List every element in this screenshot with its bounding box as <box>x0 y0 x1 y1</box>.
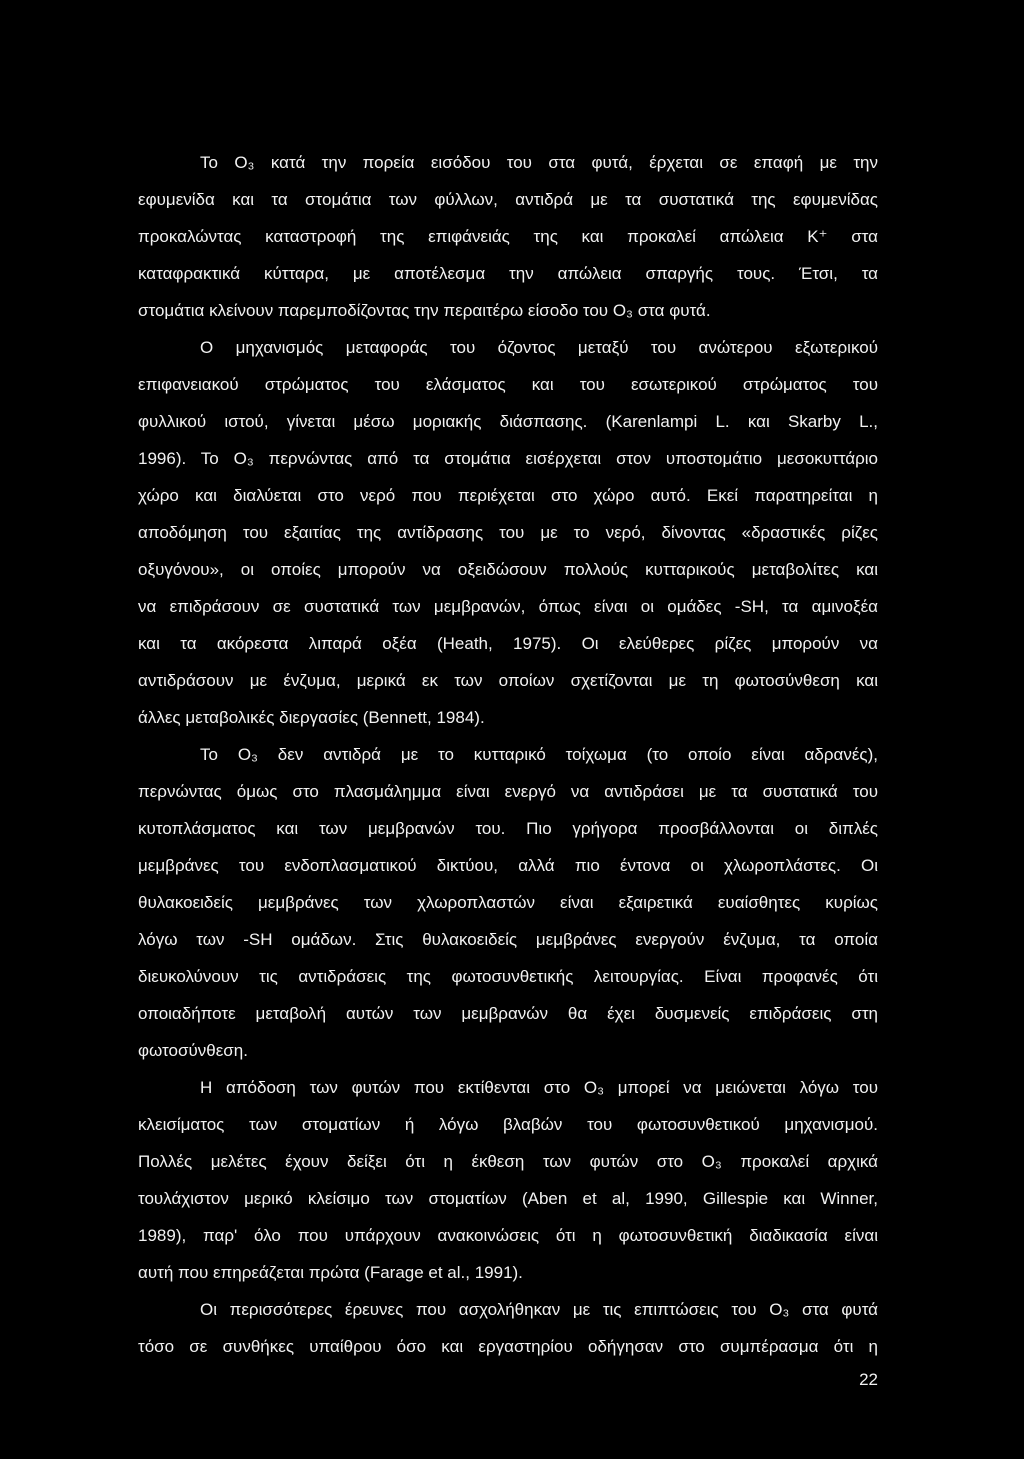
text-line: εφυμενίδα και τα στομάτια των φύλλων, αντιδρά με τα συστατικά της εφυμενίδας <box>138 190 878 209</box>
text-line: διευκολύνουν τις αντιδράσεις της φωτοσυνθετικής λειτουργίας. Είναι προφανές ότι <box>138 967 878 986</box>
text-line: τόσο σε συνθήκες υπαίθρου όσο και εργαστηρίου οδήγησαν στο συμπέρασμα ότι η <box>138 1337 878 1356</box>
text-line: φυλλικού ιστού, γίνεται μέσω μοριακής διάσπασης. (Karenlampi L. και Skarby L., <box>138 412 878 431</box>
text-line: θυλακοειδείς μεμβράνες των χλωροπλαστών είναι εξαιρετικά ευαίσθητες κυρίως <box>138 893 878 912</box>
paragraph <box>138 1291 878 1365</box>
body-text <box>138 144 878 1365</box>
text-line: Το O₃ κατά την πορεία εισόδου του στα φυτά, έρχεται σε επαφή με την <box>200 153 878 172</box>
text-line: λόγω των -SH ομάδων. Στις θυλακοειδείς μεμβράνες ενεργούν ένζυμα, τα οποία <box>138 930 878 949</box>
text-line: Η απόδοση των φυτών που εκτίθενται στο O₃ μπορεί να μειώνεται λόγω του <box>200 1078 878 1097</box>
text-line: στομάτια κλείνουν παρεμποδίζοντας την περαιτέρω είσοδο του O₃ στα φυτά. <box>138 301 711 320</box>
text-line: προκαλώντας καταστροφή της επιφάνειάς της και προκαλεί απώλεια K⁺ στα <box>138 227 878 246</box>
text-line: φωτοσύνθεση. <box>138 1041 248 1060</box>
text-line: κλεισίματος των στοματίων ή λόγω βλαβών του φωτοσυνθετικού μηχανισμού. <box>138 1115 878 1134</box>
text-line: να επιδράσουν σε συστατικά των μεμβρανών, όπως είναι οι ομάδες -SH, τα αμινοξέα <box>138 597 878 616</box>
text-line: 1989), παρ' όλο που υπάρχουν ανακοινώσεις ότι η φωτοσυνθετική διαδικασία είναι <box>138 1226 878 1245</box>
text-line: Πολλές μελέτες έχουν δείξει ότι η έκθεση των φυτών στο O₃ προκαλεί αρχικά <box>138 1152 878 1171</box>
text-line: Το O₃ δεν αντιδρά με το κυτταρικό τοίχωμα (το οποίο είναι αδρανές), <box>200 745 878 764</box>
paragraph <box>138 144 878 329</box>
text-line: αποδόμηση του εξαιτίας της αντίδρασης του με το νερό, δίνοντας «δραστικές ρίζες <box>138 523 878 542</box>
paragraph <box>138 1069 878 1291</box>
text-line: και τα ακόρεστα λιπαρά οξέα (Heath, 1975). Οι ελεύθερες ρίζες μπορούν να <box>138 634 878 653</box>
page-number: 22 <box>859 1370 878 1389</box>
text-line: αυτή που επηρεάζεται πρώτα (Farage et al., 1991). <box>138 1263 523 1282</box>
text-line: αντιδράσουν με ένζυμα, μερικά εκ των οποίων σχετίζονται με τη φωτοσύνθεση και <box>138 671 878 690</box>
text-line: επιφανειακού στρώματος του ελάσματος και του εσωτερικού στρώματος του <box>138 375 878 394</box>
text-line: άλλες μεταβολικές διεργασίες (Bennett, 1984). <box>138 708 485 727</box>
text-line: οξυγόνου», οι οποίες μπορούν να οξειδώσουν πολλούς κυτταρικούς μεταβολίτες και <box>138 560 878 579</box>
text-line: μεμβράνες του ενδοπλασματικού δικτύου, αλλά πιο έντονα οι χλωροπλάστες. Οι <box>138 856 878 875</box>
text-line: καταφρακτικά κύτταρα, με αποτέλεσμα την απώλεια σπαργής τους. Έτσι, τα <box>138 264 878 283</box>
text-line: τουλάχιστον μερικό κλείσιμο των στοματίων (Aben et al, 1990, Gillespie και Winner, <box>138 1189 878 1208</box>
text-line: περνώντας όμως στο πλασμάλημμα είναι ενεργό να αντιδράσει με τα συστατικά του <box>138 782 878 801</box>
text-line: Οι περισσότερες έρευνες που ασχολήθηκαν με τις επιπτώσεις του O₃ στα φυτά <box>200 1300 878 1319</box>
paragraph <box>138 736 878 1069</box>
paragraph <box>138 329 878 736</box>
text-line: κυτοπλάσματος και των μεμβρανών του. Πιο γρήγορα προσβάλλονται οι διπλές <box>138 819 878 838</box>
text-line: 1996). Το O₃ περνώντας από τα στομάτια εισέρχεται στον υποστομάτιο μεσοκυττάριο <box>138 449 878 468</box>
text-line: Ο μηχανισμός μεταφοράς του όζοντος μεταξύ του ανώτερου εξωτερικού <box>200 338 878 357</box>
text-line: οποιαδήποτε μεταβολή αυτών των μεμβρανών θα έχει δυσμενείς επιδράσεις στη <box>138 1004 878 1023</box>
text-line: χώρο και διαλύεται στο νερό που περιέχεται στο χώρο αυτό. Εκεί παρατηρείται η <box>138 486 878 505</box>
